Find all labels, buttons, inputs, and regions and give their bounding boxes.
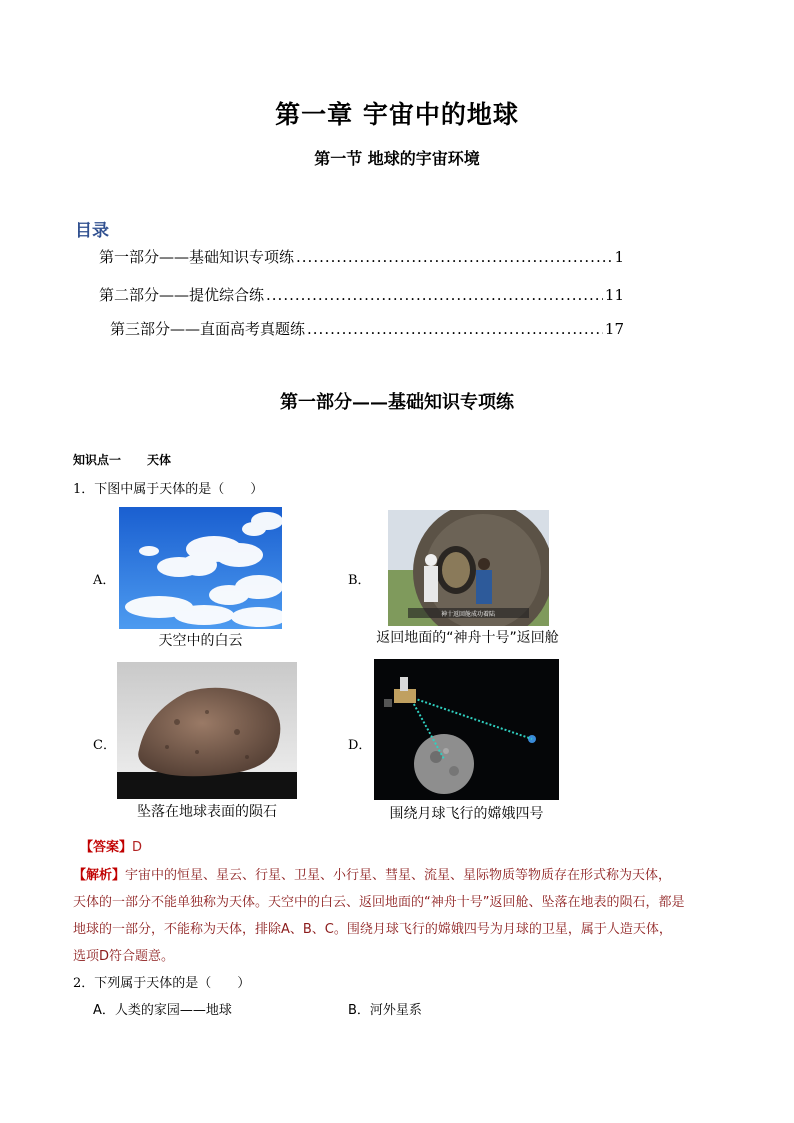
capsule-overlay-text: 神十返回舱成功着陆 bbox=[440, 611, 496, 618]
toc-item-part3[interactable] bbox=[110, 318, 624, 339]
answer-tag: 【答案】 bbox=[80, 840, 133, 855]
option-c-letter: C． bbox=[93, 738, 116, 753]
answer-line bbox=[80, 836, 142, 855]
knowledge-point bbox=[73, 451, 171, 468]
toc-item-part2[interactable] bbox=[99, 284, 624, 305]
analysis-block bbox=[73, 862, 733, 970]
toc-item-part1[interactable] bbox=[99, 246, 624, 267]
lunar-probe-image bbox=[374, 659, 559, 800]
option-b-letter: B． bbox=[348, 573, 371, 588]
analysis-line-4: 选项D符合题意。 bbox=[73, 949, 175, 964]
part1-heading: 第一部分——基础知识专项练 bbox=[280, 392, 514, 413]
option-d-letter: D． bbox=[348, 738, 372, 753]
option-d-caption: 围绕月球飞行的嫦娥四号 bbox=[389, 806, 544, 822]
option-c-caption: 坠落在地球表面的陨石 bbox=[137, 804, 277, 820]
option-a-caption: 天空中的白云 bbox=[158, 633, 243, 649]
toc-item-label: 第三部分——直面高考真题练 bbox=[110, 320, 306, 338]
option-a-letter: A． bbox=[93, 573, 116, 588]
meteorite-image bbox=[117, 662, 297, 799]
clouds-image bbox=[119, 507, 282, 629]
section-title: 第一节 地球的宇宙环境 bbox=[314, 149, 480, 168]
knowledge-topic: 天体 bbox=[147, 453, 172, 467]
toc-item-label: 第一部分——基础知识专项练 bbox=[99, 248, 295, 266]
toc-leader bbox=[266, 286, 603, 304]
option-b-caption: 返回地面的“神舟十号”返回舱 bbox=[376, 630, 559, 646]
question-2-stem: 2．下列属于天体的是（ ） bbox=[73, 976, 251, 991]
capsule-image bbox=[388, 510, 549, 626]
toc-heading: 目录 bbox=[75, 221, 109, 241]
chapter-title: 第一章 宇宙中的地球 bbox=[275, 100, 519, 129]
question-2-option-b: B．河外星系 bbox=[348, 1003, 422, 1018]
answer-value: D bbox=[132, 840, 143, 855]
toc-leader bbox=[307, 320, 603, 338]
toc-leader bbox=[296, 248, 612, 266]
knowledge-label: 知识点一 bbox=[73, 453, 122, 467]
toc-item-page: 11 bbox=[604, 286, 624, 304]
toc-item-page: 1 bbox=[614, 248, 624, 266]
analysis-line-3: 地球的一部分，不能称为天体，排除A、B、C。围绕月球飞行的嫦娥四号为月球的卫星，属于人造天体， bbox=[73, 922, 672, 937]
analysis-line-1: 宇宙中的恒星、星云、行星、卫星、小行星、彗星、流星、星际物质等物质存在形式称为天体， bbox=[125, 868, 672, 883]
analysis-line-2: 天体的一部分不能单独称为天体。天空中的白云、返回地面的“神舟十号”返回舱、坠落在地表的陨石，都是 bbox=[73, 895, 685, 910]
question-2-option-a: A．人类的家园——地球 bbox=[93, 1003, 232, 1018]
question-1-stem: 1．下图中属于天体的是（ ） bbox=[73, 482, 264, 497]
toc-item-label: 第二部分——提优综合练 bbox=[99, 286, 265, 304]
toc-item-page: 17 bbox=[604, 320, 624, 338]
analysis-tag: 【解析】 bbox=[73, 868, 126, 883]
